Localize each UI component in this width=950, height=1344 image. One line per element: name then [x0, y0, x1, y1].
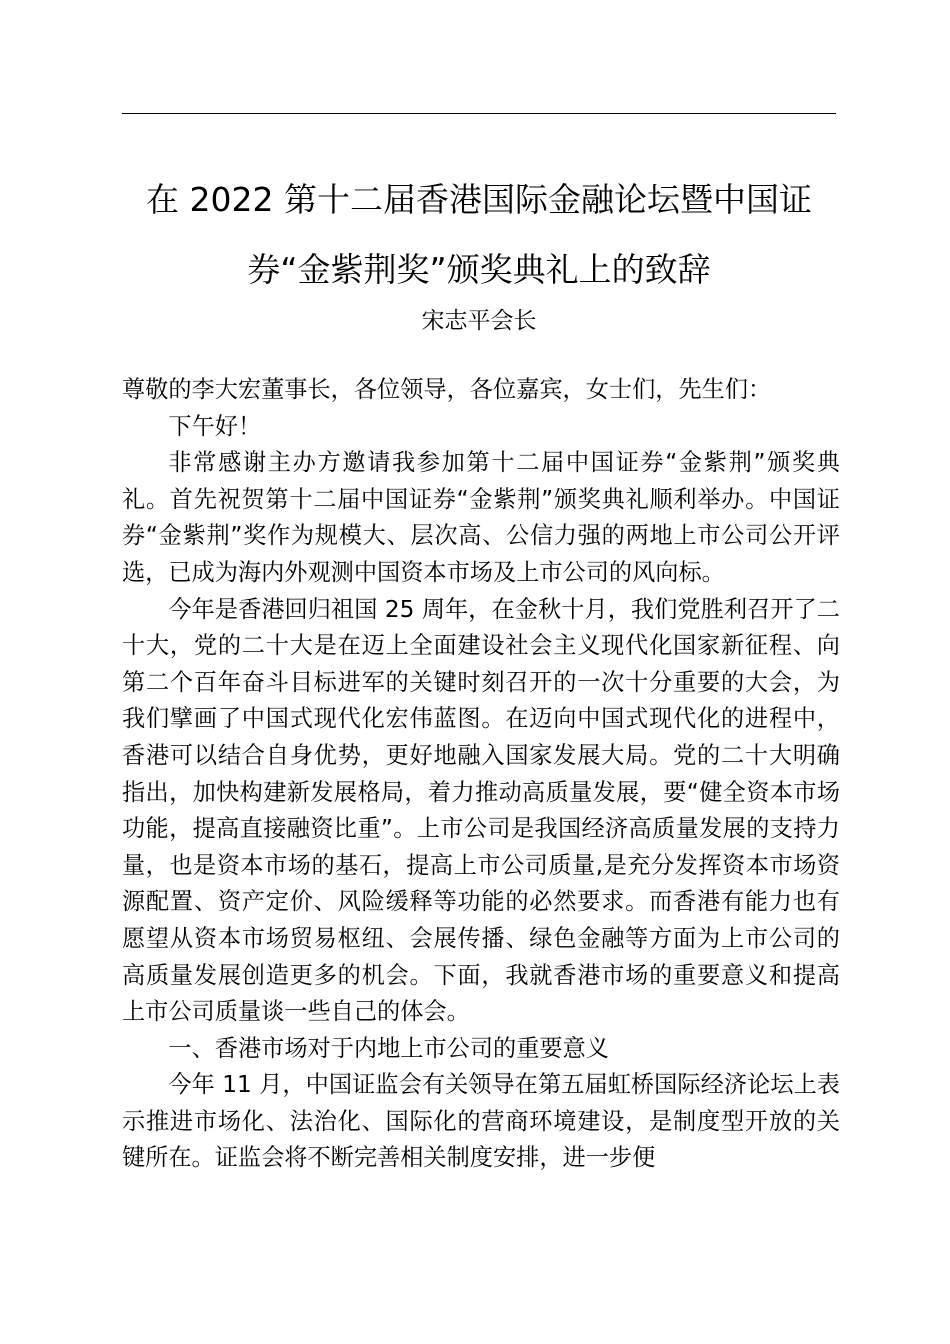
header-rule	[122, 113, 836, 114]
speech-body	[122, 372, 840, 1177]
paragraph-context: 今年是香港回归祖国 25 周年，在金秋十月，我们党胜利召开了二十大，党的二十大是在迈上全面建设社会主义现代化国家新征程、向第二个百年奋斗目标进军的关键时刻召开的一次十分重要的大会，为我们擘画了中国式现代化宏伟蓝图。在迈向中国式现代化的进程中，香港可以结合自身优势，更好地融入国家发展大局。党的二十大明确指出，加快构建新发展格局，着力推动高质量发展，要“健全资本市场功能，提高直接融资比重”。上市公司是我国经济高质量发展的支持力量，也是资本市场的基石，提高上市公司质量,是充分发挥资本市场资源配置、资产定价、风险缓释等功能的必然要求。而香港有能力也有愿望从资本市场贸易枢纽、会展传播、绿色金融等方面为上市公司的高质量发展创造更多的机会。下面，我就香港市场的重要意义和提高上市公司质量谈一些自己的体会。	[122, 595, 840, 1026]
title-line-2: 券“金紫荆奖”颁奖典礼上的致辞	[247, 250, 711, 289]
title-line-1: 在 2022 第十二届香港国际金融论坛暨中国证	[146, 180, 812, 219]
paragraph-thanks: 非常感谢主办方邀请我参加第十二届中国证券“金紫荆”颁奖典礼。首先祝贺第十二届中国证券“金紫荆”颁奖典礼顺利举办。中国证券“金紫荆”奖作为规模大、层次高、公信力强的两地上市公司公开评选，已成为海内外观测中国资本市场及上市公司的风向标。	[122, 449, 840, 586]
paragraph-section-1: 今年 11 月，中国证监会有关领导在第五届虹桥国际经济论坛上表示推进市场化、法治化、国际化的营商环境建设，是制度型开放的关键所在。证监会将不断完善相关制度安排，进一步便	[122, 1071, 840, 1172]
salutation: 尊敬的李大宏董事长，各位领导，各位嘉宾，女士们，先生们：	[122, 376, 772, 403]
author: 宋志平会长	[421, 308, 537, 334]
section-heading-1: 一、香港市场对于内地上市公司的重要意义	[168, 1034, 609, 1062]
paragraph-greeting: 下午好！	[168, 412, 262, 440]
